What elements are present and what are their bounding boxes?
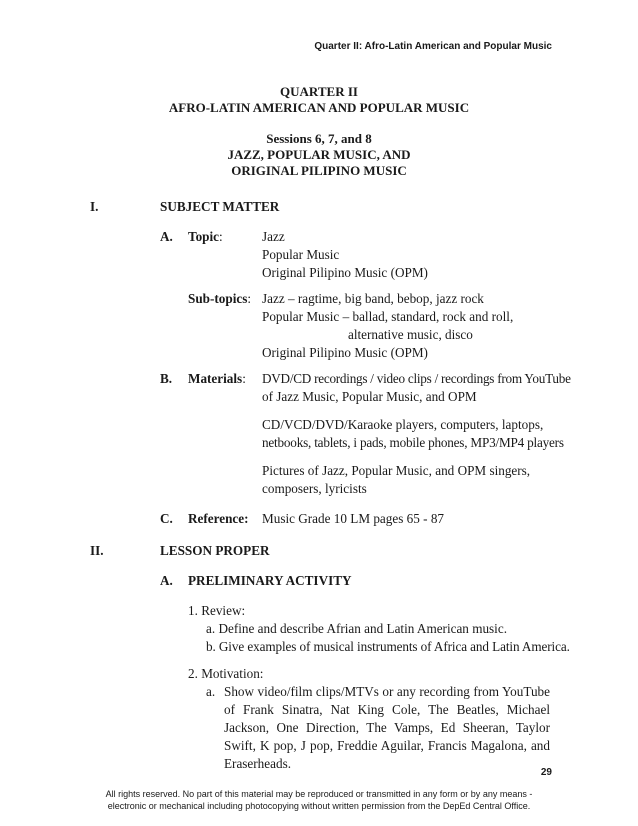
subtopic-line: alternative music, disco <box>348 327 473 342</box>
reference-text: Music Grade 10 LM pages 65 - 87 <box>262 511 445 526</box>
materials-line: netbooks, tablets, i pads, mobile phones, MP3/MP4 players <box>262 435 564 450</box>
topic-title-line1: JAZZ, POPULAR MUSIC, AND <box>227 147 411 162</box>
topic-colon: : <box>219 229 223 244</box>
preliminary-heading: PRELIMINARY ACTIVITY <box>188 573 352 588</box>
topic-title-line2: ORIGINAL PILIPINO MUSIC <box>231 163 407 178</box>
section-2-heading: LESSON PROPER <box>160 543 270 558</box>
motivation-label: 2. Motivation: <box>188 666 264 681</box>
subtopics-colon: : <box>247 291 252 306</box>
topic-line: Original Pilipino Music (OPM) <box>262 265 428 280</box>
reference-letter: C. <box>160 511 173 526</box>
review-item: b. Give examples of musical instruments of Africa and Latin America. <box>206 639 570 654</box>
materials-line: CD/VCD/DVD/Karaoke players, computers, laptops, <box>262 417 544 432</box>
running-header: Quarter II: Afro-Latin American and Popular Music <box>314 41 552 52</box>
topic-line: Popular Music <box>262 247 340 262</box>
reference-label: Reference: <box>188 511 249 526</box>
subtopics-label: Sub-topics <box>188 291 248 306</box>
page-number: 29 <box>540 767 552 778</box>
subtopic-line: Original Pilipino Music (OPM) <box>262 345 428 360</box>
materials-line: Pictures of Jazz, Popular Music, and OPM singers, <box>262 463 531 478</box>
motivation-item-letter: a. <box>206 684 216 699</box>
subtopic-line: Popular Music – ballad, standard, rock and roll, <box>262 309 514 324</box>
subtopics-label-wrap <box>188 290 251 308</box>
materials-line: composers, lyricists <box>262 481 367 496</box>
subtopic-line: Jazz – ragtime, big band, bebop, jazz rock <box>262 291 484 306</box>
materials-letter: B. <box>160 371 173 386</box>
materials-line: of Jazz Music, Popular Music, and OPM <box>262 389 477 404</box>
subject-title: AFRO-LATIN AMERICAN AND POPULAR MUSIC <box>168 100 470 115</box>
section-1-heading: SUBJECT MATTER <box>160 199 280 214</box>
materials-label: Materials <box>188 371 243 386</box>
review-item: a. Define and describe Afrian and Latin American music. <box>206 621 507 636</box>
preliminary-letter: A. <box>160 573 173 588</box>
copyright-footer-line2: electronic or mechanical including photocopying without written permission from the DepEd Central Office. <box>107 801 531 811</box>
quarter-title: QUARTER II <box>280 84 358 99</box>
materials-colon: : <box>242 371 246 386</box>
topic-label: Topic <box>188 229 220 244</box>
section-1-number: I. <box>90 199 99 214</box>
sessions-title: Sessions 6, 7, and 8 <box>266 131 372 146</box>
copyright-footer-line1: All rights reserved. No part of this material may be reproduced or transmitted in any form or by any means - <box>105 789 533 799</box>
materials-label-wrap <box>188 370 246 388</box>
section-2-number: II. <box>90 543 104 558</box>
motivation-item-text: Show video/film clips/MTVs or any recording from YouTube of Frank Sinatra, Nat King Cole, The Beatles, Michael Jackson, One Direction, The Vamps, Ed Sheeran, Taylor Swift, K pop, J pop, Freddie Aguilar, Francis Magalona, and Eraserheads. <box>224 684 550 771</box>
topic-label-wrap <box>188 228 223 246</box>
materials-line: DVD/CD recordings / video clips / recordings from YouTube <box>262 371 571 386</box>
topic-letter: A. <box>160 229 173 244</box>
review-label: 1. Review: <box>188 603 246 618</box>
topic-line: Jazz <box>262 229 285 244</box>
